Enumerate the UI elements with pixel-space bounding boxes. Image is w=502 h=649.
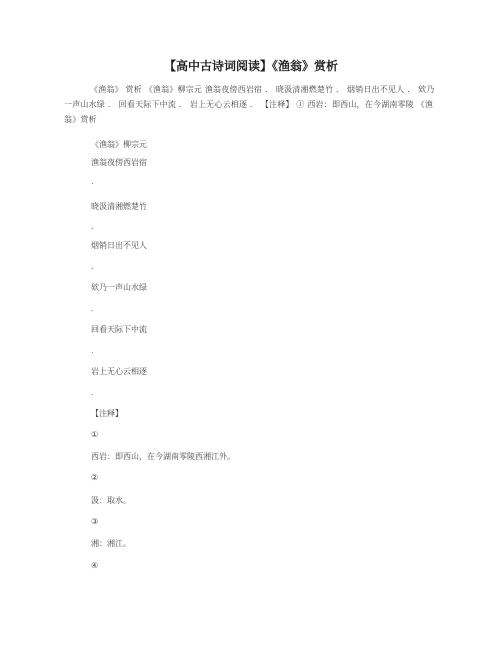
note-marker: ④: [91, 561, 99, 570]
note-marker: ②: [91, 473, 99, 482]
poem-line: 烟销日出不见人: [91, 241, 147, 250]
poem-line: 晓汲清湘燃楚竹: [91, 202, 147, 211]
separator-dot: .: [91, 177, 94, 186]
poem-heading: 《渔翁》柳宗元: [91, 140, 147, 149]
poem-line: 回看天际下中流: [91, 325, 147, 334]
poem-line: 渔翁夜傍西岩宿: [91, 158, 147, 167]
page-title: 【高中古诗词阅读】《渔翁》赏析: [163, 59, 338, 73]
separator-dot: .: [91, 262, 94, 271]
notes-heading: 【注释】: [91, 409, 123, 418]
poem-line: 欸乃一声山水绿: [91, 283, 147, 292]
separator-dot: .: [91, 222, 94, 231]
note-marker: ①: [91, 430, 99, 439]
separator-dot: .: [91, 388, 94, 397]
note-text: 湘：湘江。: [91, 539, 131, 548]
separator-dot: .: [91, 346, 94, 355]
note-marker: ③: [91, 517, 99, 526]
note-text: 汲：取水。: [91, 496, 131, 505]
note-text: 西岩：即西山，在今湖南零陵西湘江外。: [91, 452, 235, 461]
separator-dot: .: [91, 304, 94, 313]
intro-paragraph: 《渔翁》 赏析 《渔翁》柳宗元 渔翁夜傍西岩宿 ． 晓汲清湘燃楚竹 ． 烟销日出不见人 ． 欸乃一声山水绿 ． 回看天际下中流 ． 岩上无心云相逐 ． 【注释】 ① 西岩：即西山，在今湖南零陵 《渔翁》赏析: [64, 85, 435, 124]
poem-line: 岩上无心云相逐: [91, 367, 147, 376]
